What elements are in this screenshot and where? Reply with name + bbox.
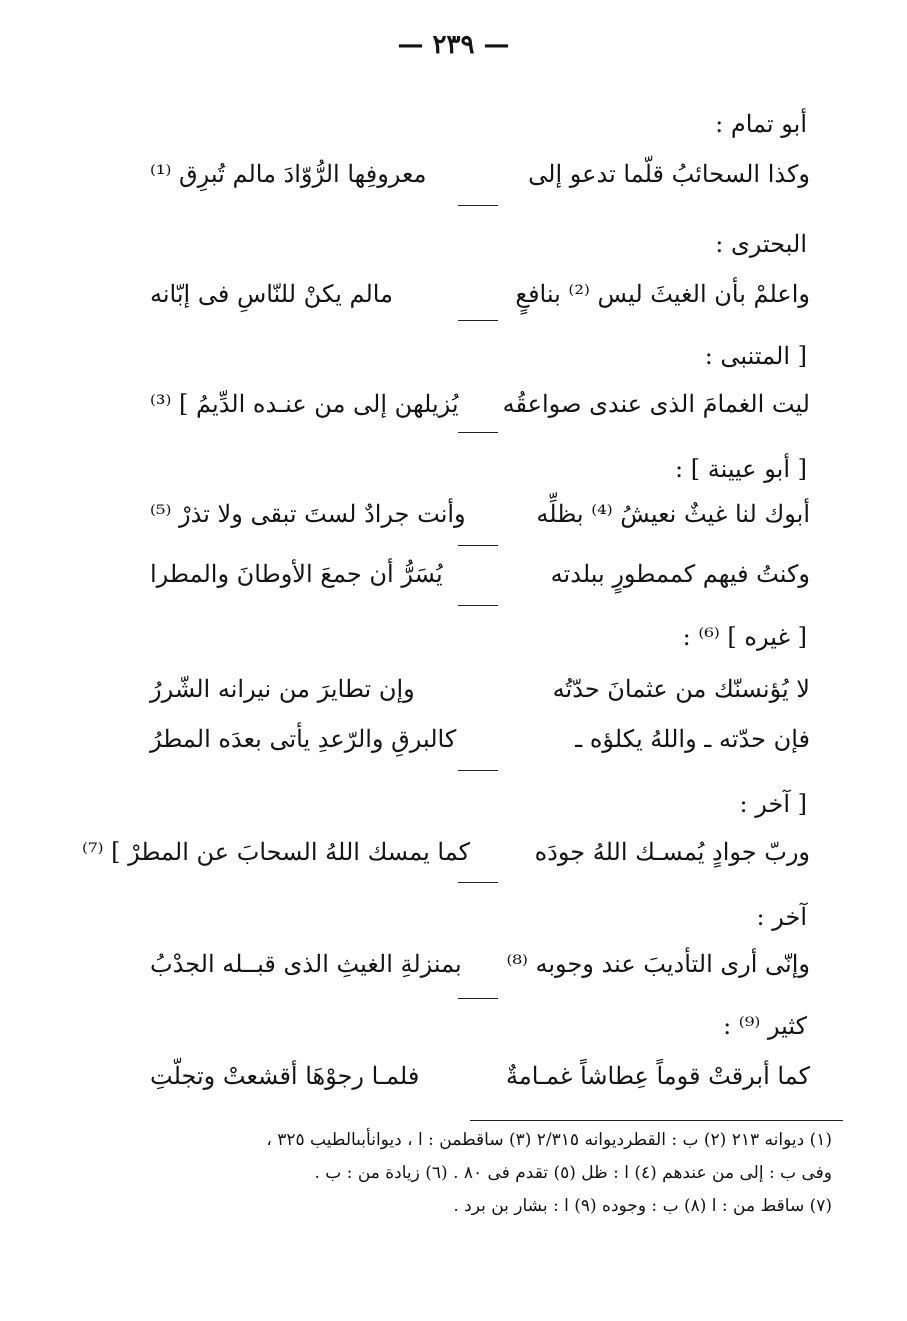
verse-first-hemistich: كما أبرقتْ قوماً عِطاشاً غمـامةٌ (505, 1062, 810, 1090)
verse-separator (458, 205, 498, 206)
verse-first-hemistich: فإن حدّته ـ واللهُ يكلؤه ـ (575, 725, 810, 753)
verse-separator (458, 882, 498, 883)
poet-name: [ المتنبى : (704, 342, 807, 370)
verse-separator (458, 605, 498, 606)
verse-first-hemistich: لا يُؤنسنّك من عثمانَ حدّتُه (552, 675, 810, 703)
footnote-rule (470, 1120, 843, 1121)
verse (150, 160, 810, 200)
verse-second-hemistich: يُزيلهن إلى من عنـده الدِّيمُ ] ⁽³⁾ (150, 390, 459, 418)
footnote-line: (١) ديوانه ٢١٣ (٢) ب : القطرديوانه ٢/٣١٥ (٣) ساقطمن : ا ، ديوانأبىالطيب ٣٢٥ ، (266, 1130, 832, 1150)
verse (150, 1062, 810, 1102)
verse-second-hemistich: فلمـا رجوْهَا أقشعتْ وتجلّتِ (150, 1062, 420, 1090)
verse-second-hemistich: وإن تطايرَ من نيرانه الشّررُ (150, 675, 415, 703)
footnote-line: وفى ب : إلى من عندهم (٤) ا : ظل (٥) تقدم فى ٨٠ . (٦) زيادة من : ب . (314, 1163, 832, 1183)
verse (150, 725, 810, 765)
verse-first-hemistich: أبوك لنا غيثٌ نعيشُ ⁽⁴⁾ بظلِّه (536, 500, 810, 528)
verse-separator (458, 998, 498, 999)
verse-second-hemistich: كما يمسك اللهُ السحابَ عن المطرْ ] ⁽⁷⁾ (82, 838, 470, 866)
verse-first-hemistich: وإنّى أرى التأديبَ عند وجوبه ⁽⁸⁾ (506, 950, 810, 978)
verse-first-hemistich: وكنتُ فيهم كممطورٍ ببلدته (550, 560, 810, 588)
verse-second-hemistich: وأنت جرادٌ لستَ تبقى ولا تذرْ ⁽⁵⁾ (150, 500, 466, 528)
poet-name: [ آخر : (739, 790, 807, 818)
verse-second-hemistich: كالبرقِ والرّعدِ يأتى بعدَه المطرُ (150, 725, 457, 753)
verse-separator (458, 432, 498, 433)
verse-second-hemistich: معروفِها الرُّوّادَ مالم تُبرِق ⁽¹⁾ (150, 160, 427, 188)
verse-separator (458, 545, 498, 546)
verse (150, 280, 810, 320)
verse (150, 675, 810, 715)
verse-separator (458, 320, 498, 321)
poet-name: آخر : (756, 903, 807, 931)
footnote-line: (٧) ساقط من : ا (٨) ب : وجوده (٩) ا : بشار بن برد . (453, 1196, 832, 1216)
verse-separator (458, 770, 498, 771)
verse (150, 390, 810, 430)
poet-name: [ أبو عيينة ] : (675, 455, 807, 483)
verse-first-hemistich: وربّ جوادٍ يُمسـك اللهُ جودَه (534, 838, 810, 866)
verse-first-hemistich: وكذا السحائبُ قلّما تدعو إلى (528, 160, 810, 188)
poet-name: البحترى : (715, 230, 807, 258)
verse-second-hemistich: يُسَرُّ أن جمعَ الأوطانَ والمطرا (150, 560, 443, 588)
verse-first-hemistich: ليت الغمامَ الذى عندى صواعقُه (502, 390, 810, 418)
page-number: — ٢٣٩ — (397, 30, 510, 60)
verse (150, 560, 810, 600)
verse (150, 500, 810, 540)
verse-first-hemistich: واعلمْ بأن الغيثَ ليس ⁽²⁾ بنافعٍ (515, 280, 810, 308)
verse-second-hemistich: بمنزلةِ الغيثِ الذى قبــله الجدْبُ (150, 950, 462, 978)
poet-name: أبو تمام : (715, 110, 807, 138)
poet-name: [ غيره ] ⁽⁶⁾ : (682, 623, 807, 651)
verse (82, 838, 810, 878)
poet-name: كثير ⁽⁹⁾ : (723, 1012, 807, 1040)
verse (150, 950, 810, 990)
verse-second-hemistich: مالم يكنْ للنّاسِ فى إبّانه (150, 280, 393, 308)
